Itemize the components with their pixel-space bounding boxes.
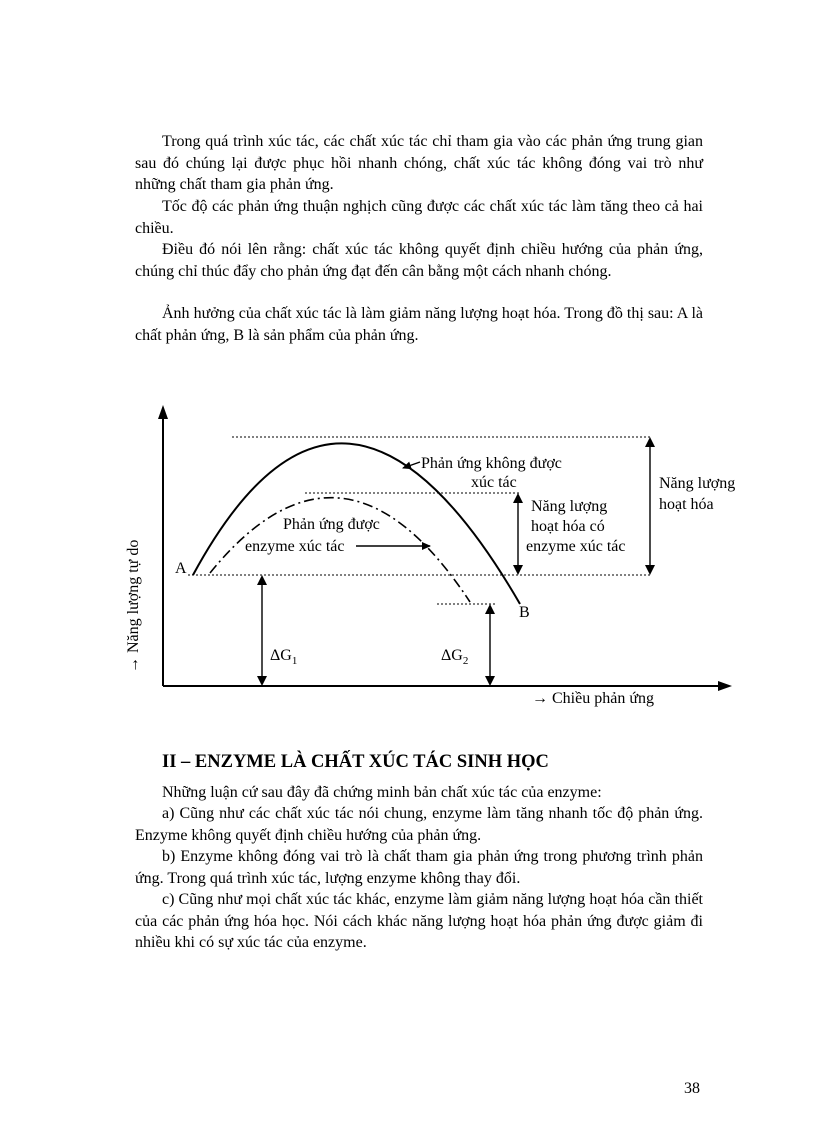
uncatalyzed-label-line1: Phản ứng không được xyxy=(421,455,562,472)
energy-diagram xyxy=(0,395,816,755)
activation-label-line1: Năng lượng xyxy=(659,475,736,492)
y-axis-label: → Năng lượng tự do xyxy=(125,539,142,673)
intro-paragraph-2-text: Tốc độ các phản ứng thuận nghịch cũng được các chất xúc tác làm tăng theo cả hai chiều. xyxy=(135,198,703,237)
intro-paragraph-4-text: Ảnh hưởng của chất xúc tác là làm giảm năng lượng hoạt hóa. Trong đồ thị sau: A là chất phản ứng, B là sản phẩm của phản ứng. xyxy=(135,305,703,344)
label-a: A xyxy=(175,560,187,577)
activation-label-line2: hoạt hóa xyxy=(659,496,714,513)
intro-paragraph-1 xyxy=(135,131,703,196)
x-axis-label: → Chiều phản ứng xyxy=(532,690,654,707)
section-paragraph-3 xyxy=(135,846,703,889)
section-paragraph-2-text: a) Cũng như các chất xúc tác nói chung, enzyme làm tăng nhanh tốc độ phản ứng. Enzyme không quyết định chiều hướng của phản ứng. xyxy=(135,805,703,844)
enzyme-activation-arrowhead-bottom xyxy=(513,565,523,575)
activation-energy-arrowhead-top xyxy=(645,437,655,447)
enzyme-activation-arrowhead-top xyxy=(513,493,523,503)
enzyme-activation-label-line3: enzyme xúc tác xyxy=(526,538,626,555)
catalyzed-label-line2: enzyme xúc tác xyxy=(245,538,345,555)
intro-paragraph-4 xyxy=(135,303,703,346)
section-heading: II – ENZYME LÀ CHẤT XÚC TÁC SINH HỌC xyxy=(162,752,549,772)
delta-g1-arrowhead-top xyxy=(257,575,267,585)
x-axis-arrowhead xyxy=(718,681,732,691)
section-paragraph-4-text: c) Cũng như mọi chất xúc tác khác, enzyme làm giảm năng lượng hoạt hóa cần thiết của các phản ứng hóa học. Nói cách khác năng lượng hoạt hóa phản ứng được giảm đi nhiều khi có sự xúc tác của enzyme. xyxy=(135,891,703,951)
enzyme-activation-label-line2: hoạt hóa có xyxy=(531,518,605,535)
section-paragraph-1-text: Những luận cứ sau đây đã chứng minh bản chất xúc tác của enzyme: xyxy=(162,784,602,801)
section-paragraph-2 xyxy=(135,803,703,846)
catalyzed-label-line1: Phản ứng được xyxy=(283,516,380,533)
section-paragraph-4 xyxy=(135,889,703,954)
intro-paragraph-3 xyxy=(135,239,703,282)
activation-energy-arrowhead-bottom xyxy=(645,565,655,575)
page-number: 38 xyxy=(684,1080,700,1097)
label-b: B xyxy=(519,604,530,621)
enzyme-activation-label-line1: Năng lượng xyxy=(531,498,608,515)
section-paragraph-1 xyxy=(135,782,703,804)
delta-g1-arrowhead-bottom xyxy=(257,676,267,686)
y-axis-arrowhead xyxy=(158,405,168,419)
intro-paragraph-2 xyxy=(135,196,703,239)
intro-paragraph-3-text: Điều đó nói lên rằng: chất xúc tác không quyết định chiều hướng của phản ứng, chúng chỉ thúc đẩy cho phản ứng đạt đến cân bằng một cách nhanh chóng. xyxy=(135,241,703,280)
delta-g2-arrowhead-bottom xyxy=(485,676,495,686)
delta-g1-label: $\Delta G_1$ xyxy=(270,647,298,667)
delta-g2-label: $\Delta G_2$ xyxy=(441,647,469,667)
uncatalyzed-label-line2: xúc tác xyxy=(471,474,517,491)
intro-paragraph-1-text: Trong quá trình xúc tác, các chất xúc tác chỉ tham gia vào các phản ứng trung gian sau đó chúng lại được phục hồi nhanh chóng, chất xúc tác không đóng vai trò như những chất tham gia phản ứng. xyxy=(135,133,703,193)
section-paragraph-3-text: b) Enzyme không đóng vai trò là chất tham gia phản ứng trong phương trình phản ứng. Trong quá trình xúc tác, lượng enzyme không thay đổi. xyxy=(135,848,703,887)
delta-g2-arrowhead-top xyxy=(485,604,495,614)
